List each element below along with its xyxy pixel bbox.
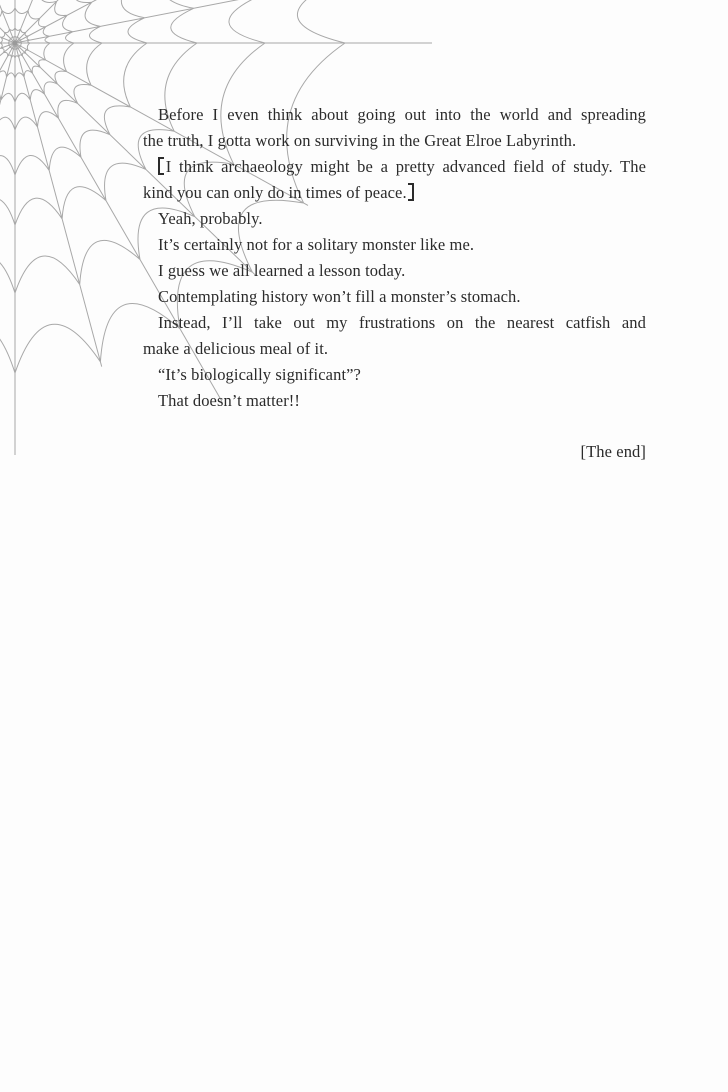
text-line: the truth, I gotta work on surviving in the Great Elroe Labyrinth. [143,131,577,150]
right-lenticular-bracket [408,183,414,200]
left-lenticular-bracket [158,157,164,174]
text-line: make a delicious meal of it. [143,339,329,358]
text-line: “It’s biologically significant”? [158,365,361,384]
text-line: I guess we all learned a lesson today. [158,261,406,280]
story-text [143,102,646,465]
text-line: Yeah, probably. [158,209,263,228]
text-line: That doesn’t matter!! [158,391,300,410]
text-line: Before I even think about going out into the world and spreading [158,105,646,124]
end-mark: [The end] [580,442,646,461]
text-line: kind you can only do in times of peace. [143,180,646,206]
text-line: I think archaeology might be a pretty advanced field of study. The [143,154,646,180]
text-line: Instead, I’ll take out my frustrations on the nearest catfish and [158,313,646,332]
text-line: It’s certainly not for a solitary monster like me. [158,235,475,254]
text-line: Contemplating history won’t fill a monster’s stomach. [158,287,521,306]
